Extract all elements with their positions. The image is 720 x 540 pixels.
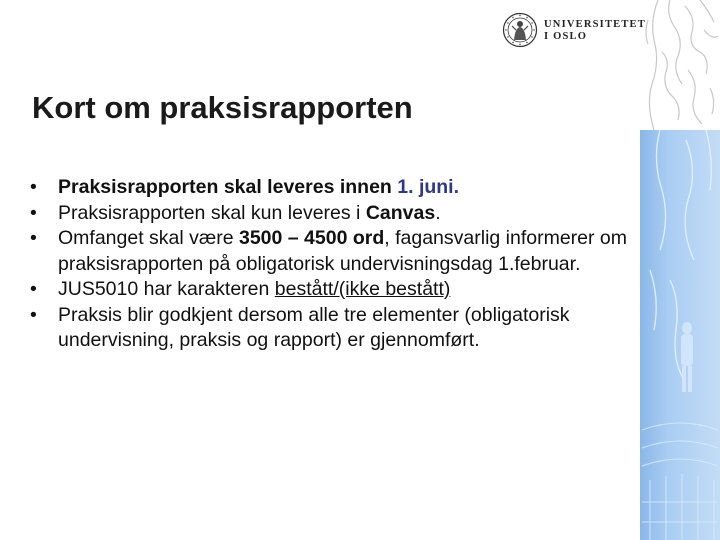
bold-text: Praksisrapporten skal leveres innen — [58, 176, 392, 198]
logo-line-1: UNIVERSITETET — [544, 19, 646, 30]
decorative-side-band — [640, 130, 720, 540]
text: Omfanget skal være — [58, 227, 239, 249]
logo-line-2: I OSLO — [544, 31, 588, 42]
list-item — [30, 277, 630, 303]
page-title: Kort om praksisrapporten — [32, 90, 413, 125]
bold-text: Canvas — [365, 201, 436, 224]
list-item — [30, 303, 630, 354]
logo-wordmark — [544, 19, 646, 43]
list-item — [30, 226, 630, 277]
sculpture-relief-icon — [640, 130, 720, 540]
bold-text: 3500 – 4500 ord — [238, 227, 385, 249]
deadline-date: 1. juni. — [397, 176, 460, 198]
university-seal-icon — [502, 12, 538, 48]
classical-sculpture-decoration — [640, 0, 720, 130]
list-item — [30, 175, 630, 201]
text: JUS5010 har karakteren — [58, 278, 275, 300]
bullet-list — [30, 175, 630, 354]
list-item — [30, 201, 630, 227]
university-logo — [500, 12, 646, 52]
text: Praksisrapporten skal kun leveres i — [58, 201, 366, 224]
text: , fagansvarlig informerer om praksisrapporten på obligatorisk undervisningsdag 1.februar. — [58, 227, 628, 275]
underlined-text: bestått/(ikke bestått) — [274, 278, 451, 300]
text: . — [435, 201, 441, 224]
text: Praksis blir godkjent dersom alle tre elementer (obligatorisk undervisning, praksis og rapport) er gjennomført. — [58, 303, 570, 351]
